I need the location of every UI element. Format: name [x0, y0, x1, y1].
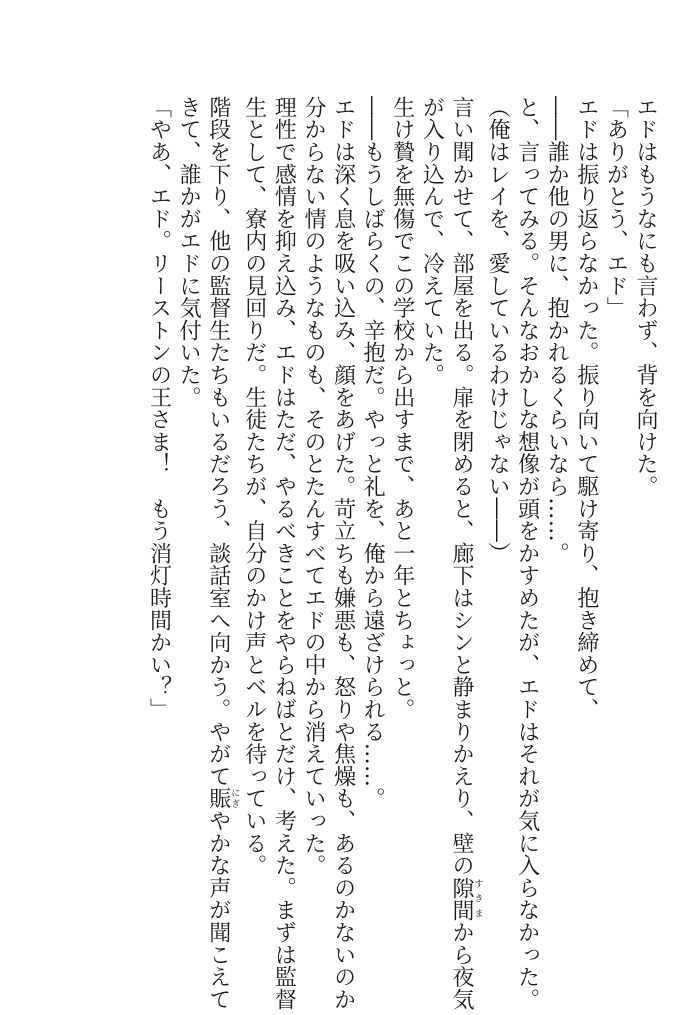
text-line-7-after: から夜気 — [448, 921, 474, 1011]
text-line-15-before: 階段を下り、他の監督生たちもいるだろう、談話室へ向かう。やがて — [205, 96, 231, 788]
text-line-17: 「やあ、エド。リーストンの王さま！ もう消灯時間かい？」 — [146, 96, 172, 721]
text-line-2: 「ありがとう、エド」 — [603, 96, 629, 319]
ruby-sukima — [448, 876, 483, 922]
text-line-11: エドは深く息を吸い込み、顔をあげた。苛立ちも嫌悪も、怒りや焦燥も、あるのかないのか — [330, 96, 356, 1011]
text-line-1: エドはもうなにも言わず、背を向けた。 — [633, 96, 658, 498]
text-line-12: 分からない情のようなものも、そのとたんすべてエドの中から消えていった。 — [300, 96, 326, 877]
text-line-15 — [203, 96, 240, 1011]
text-line-15-after: やかな声が聞こえて — [205, 809, 231, 1011]
text-line-6: （俺はレイを、愛しているわけじゃない――） — [485, 96, 511, 565]
ruby-sukima-reading: すきま — [472, 876, 483, 922]
text-line-10: ――もうしばらくの、辛抱だ。やっと礼を、俺から遠ざけられる……。 — [360, 96, 386, 810]
text-line-4: ――誰か他の男に、抱かれるくらいなら……。 — [544, 96, 570, 565]
text-line-8: が入り込んで、冷えていた。 — [419, 96, 445, 386]
text-line-14: 生として、寮内の見回りだ。生徒たちが、自分のかけ声とベルを待っている。 — [241, 96, 267, 877]
text-line-16: きて、誰かがエドに気付いた。 — [176, 96, 202, 409]
text-line-13: 理性で感情を抑え込み、エドはただ、やるべきことをやらねばとだけ、考えた。まずは監督 — [271, 96, 297, 1011]
text-line-7-before: 言い聞かせて、部屋を出る。扉を閉めると、廊下はシンと静まりかえり、壁の — [448, 96, 474, 877]
ruby-sukima-base: 隙間 — [448, 876, 474, 922]
vertical-text-block — [144, 96, 660, 1011]
text-line-9: 生け贄を無傷でこの学校から出すまで、あと一年とちょっと。 — [389, 96, 415, 721]
text-line-5: と、言ってみる。そんなおかしな想像が頭をかすめたが、エドはそれが気に入らなかった。 — [514, 96, 540, 1011]
text-line-3: エドは振り返らなかった。振り向いて駆け寄り、抱き締めて、 — [573, 96, 599, 721]
ruby-nigi — [205, 787, 240, 810]
ruby-nigi-reading: にぎ — [229, 787, 240, 810]
text-line-7 — [446, 96, 483, 1011]
ruby-nigi-base: 賑 — [205, 787, 231, 810]
